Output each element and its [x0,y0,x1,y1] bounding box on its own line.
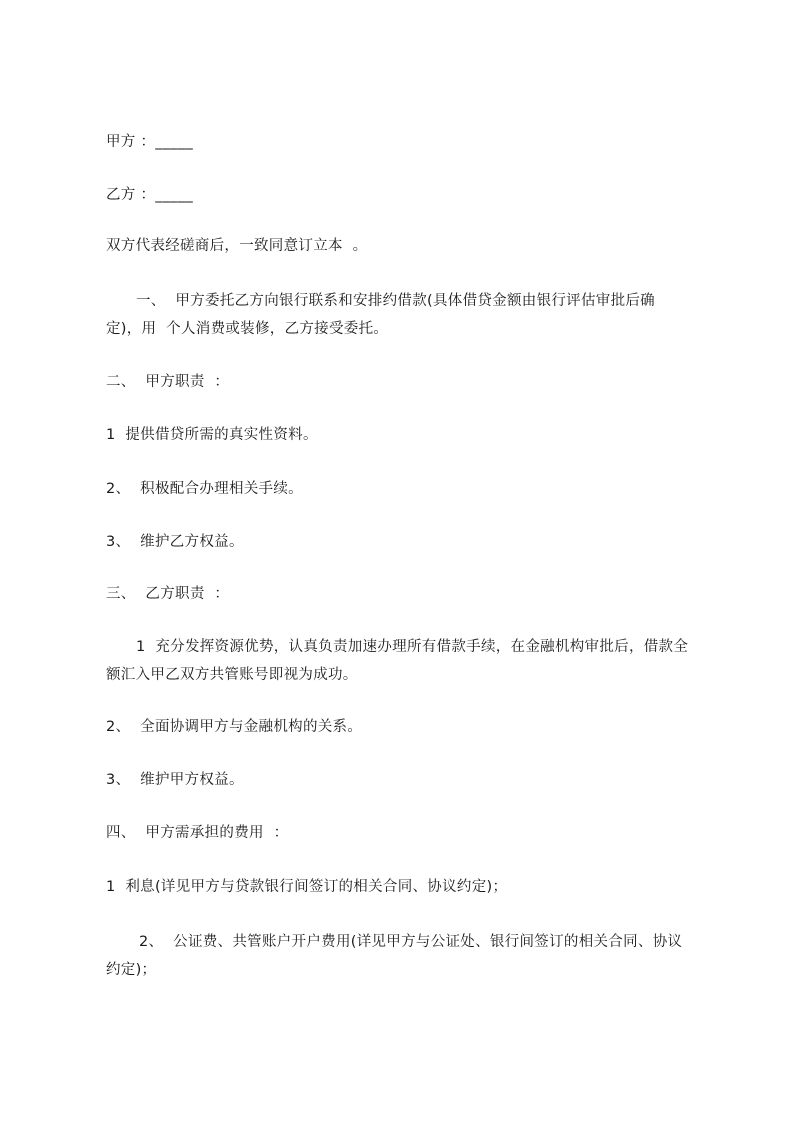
section-2-title: 二、 甲方职责 ： [106,374,230,390]
section-4-item-2: 2、 公证费、共管账户开户费用(详见甲方与公证处、银行间签订的相关合同、协议约定)； [106,934,683,978]
section-3-item-1: 1 充分发挥资源优势，认真负责加速办理所有借款手续，在金融机构审批后，借款全额汇入甲乙双方共管账号即视为成功。 [106,639,689,683]
section-3-item-2: 2、 全面协调甲方与金融机构的关系。 [106,719,363,735]
party-b-line: 乙方 ：_____ [106,187,194,203]
section-3-item-3: 3、 维护甲方权益。 [106,772,244,788]
section-2-item-1: 1 提供借贷所需的真实性资料。 [106,427,318,443]
section-4-title: 四、 甲方需承担的费用 ： [106,825,289,841]
section-3-title: 三、 乙方职责 ： [106,586,230,602]
intro-paragraph: 双方代表经磋商后，一致同意订立本 。 [106,238,368,254]
section-1-paragraph: 一、 甲方委托乙方向银行联系和安排约借款(具体借贷金额由银行评估审批后确定)，用 个人消费或装修，乙方接受委托。 [106,293,655,337]
party-a-line: 甲方 ：_____ [106,134,194,150]
section-2-item-3: 3、 维护乙方权益。 [106,534,244,550]
section-2-item-2: 2、 积极配合办理相关手续。 [106,481,303,497]
section-4-item-1: 1 利息(详见甲方与贷款银行间签订的相关合同、协议约定)； [106,879,508,895]
